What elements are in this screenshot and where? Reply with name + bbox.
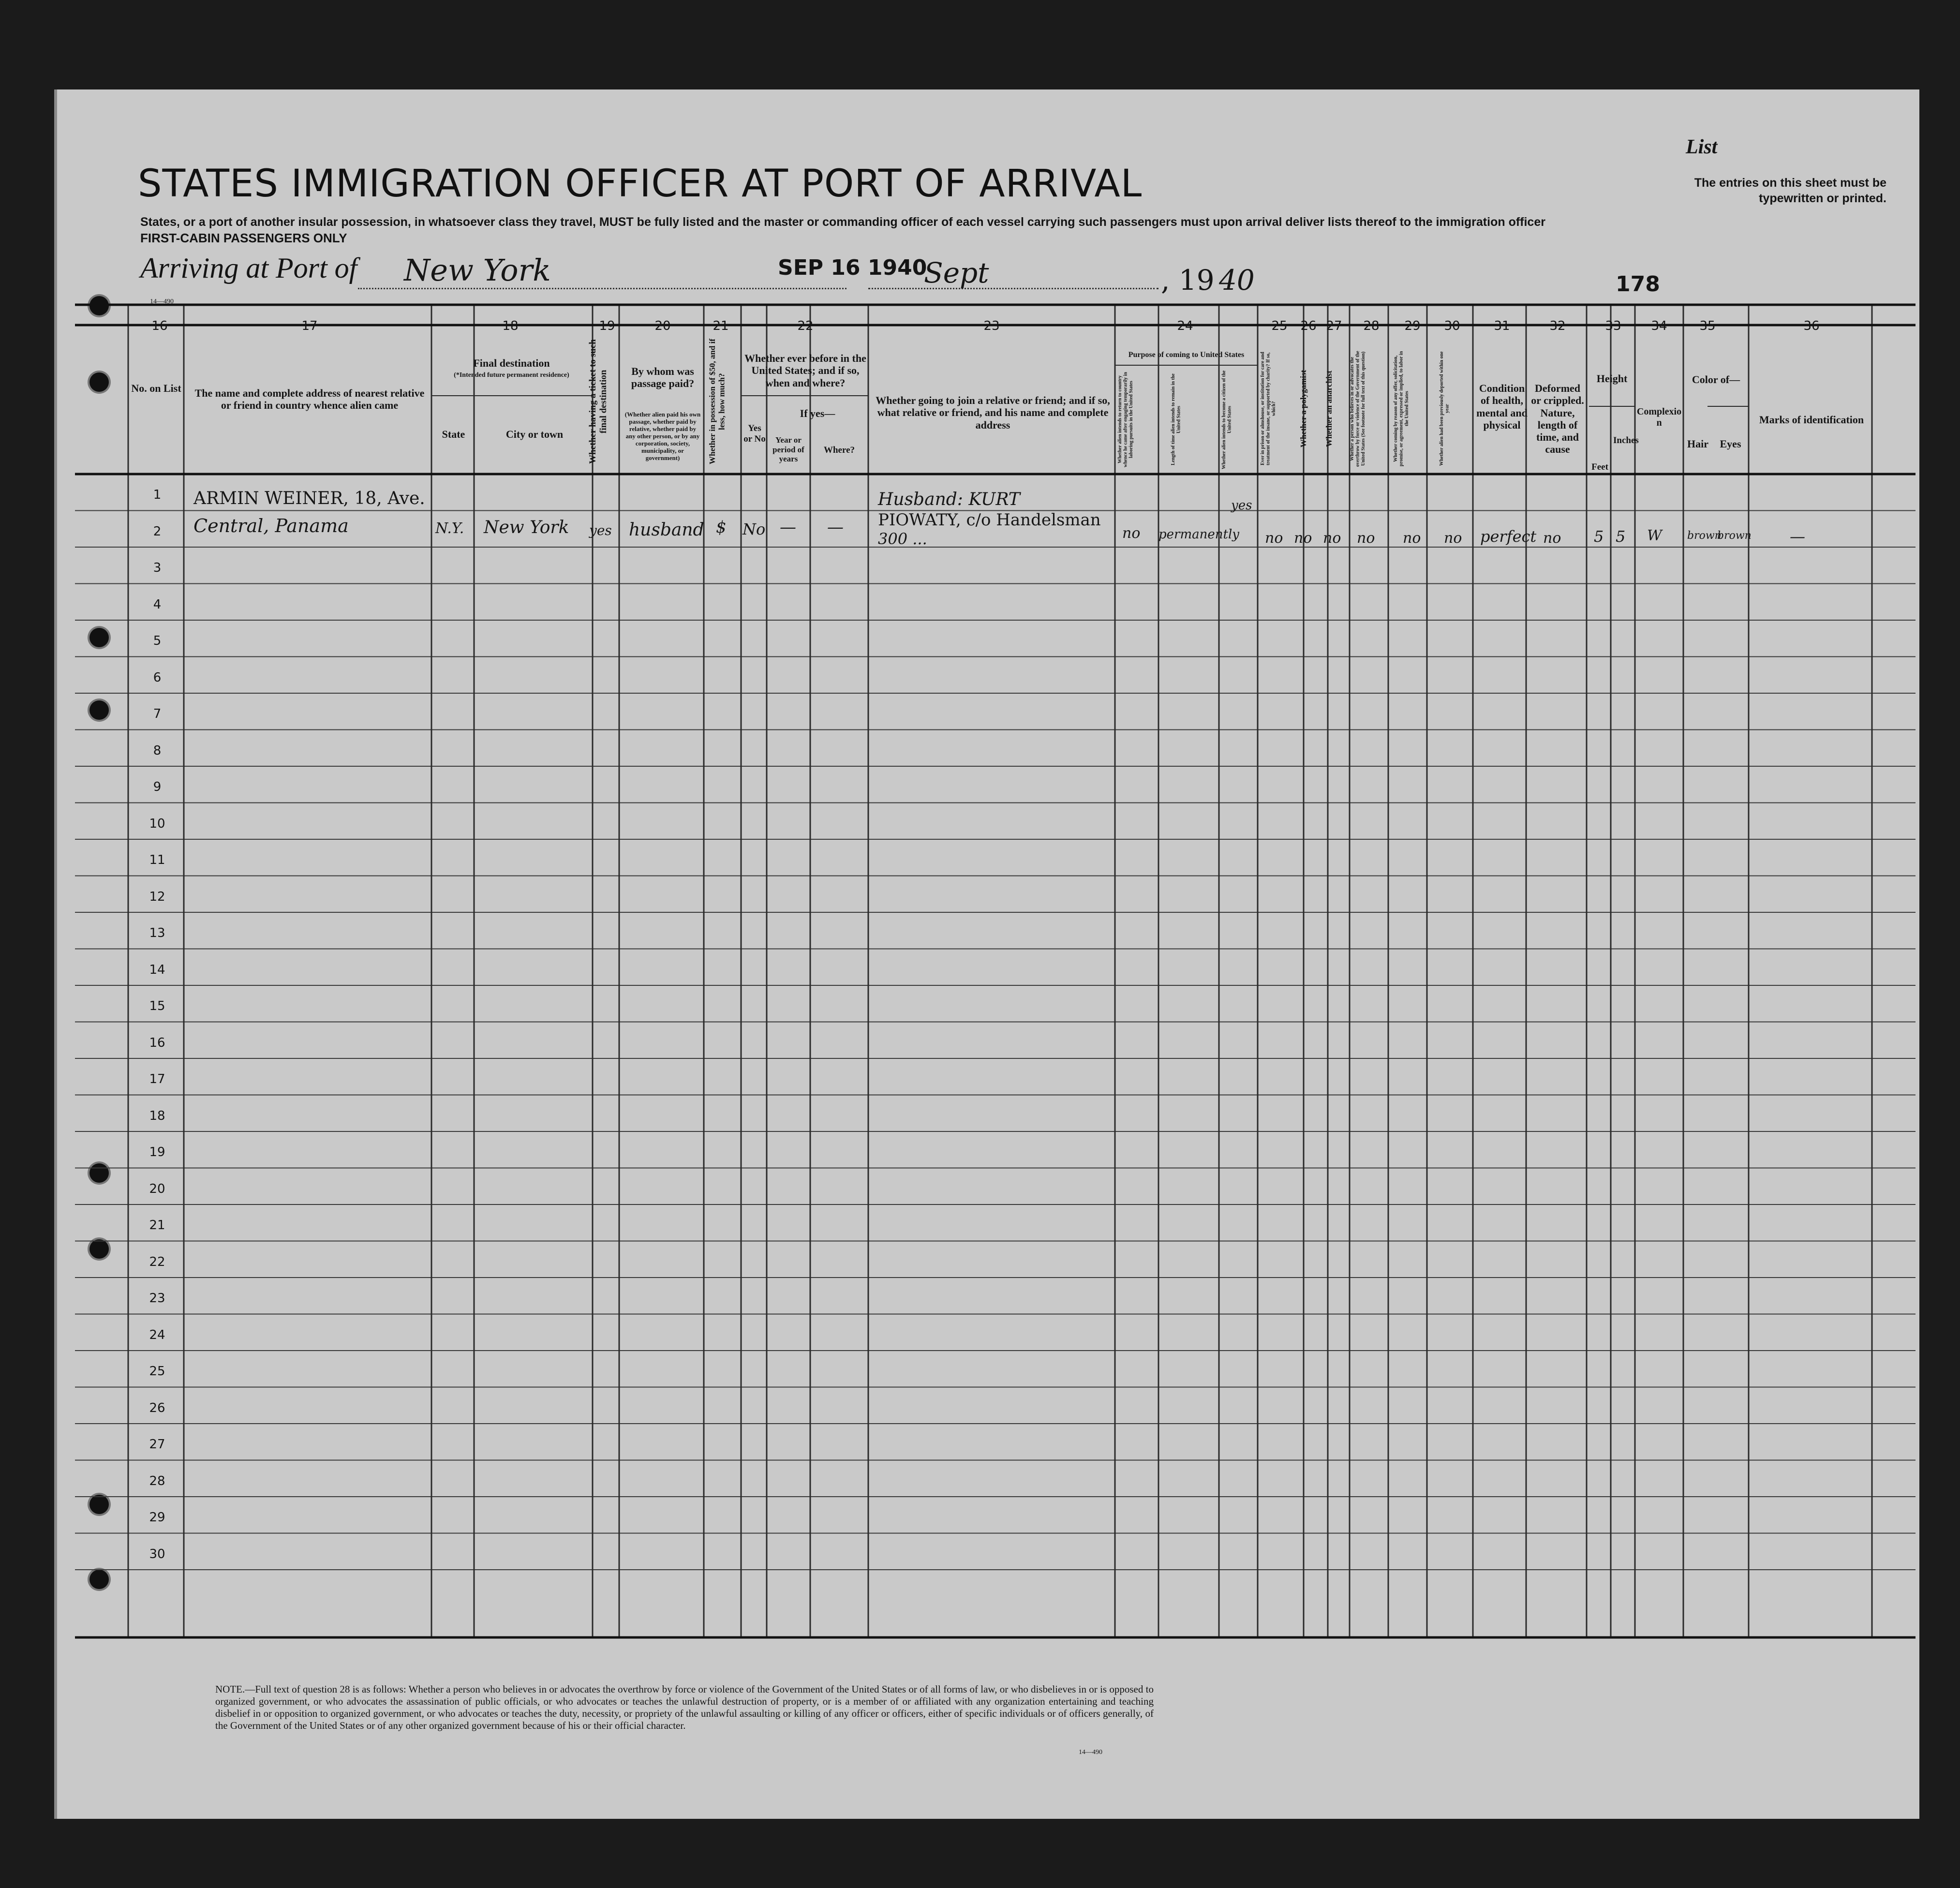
entry-marks: — (1790, 527, 1805, 546)
col-num-25: 25 (1271, 319, 1288, 333)
col-num-36: 36 (1803, 319, 1820, 333)
entry-ticket: yes (589, 522, 612, 538)
sheet-number: 178 (1616, 272, 1660, 297)
col-num-18: 18 (502, 319, 519, 333)
col-num-33: 33 (1605, 319, 1621, 333)
form-code-bottom: 14—490 (1079, 1749, 1102, 1756)
entry-where: — (827, 518, 844, 537)
entry-money: $ (716, 518, 727, 537)
row-number: 22 (149, 1254, 165, 1269)
arriving-label: Arriving at Port of (140, 252, 357, 284)
header-c17: The name and complete address of nearest relative or friend in country whence alien came (194, 387, 425, 412)
row-number: 25 (149, 1364, 165, 1379)
form-code: 14—490 (150, 298, 174, 305)
header-c18-city: City or town (505, 428, 564, 440)
header-c22-where: Where? (823, 445, 855, 455)
entry-c28: no (1357, 530, 1375, 547)
entry-return-intent: no (1122, 525, 1141, 542)
list-label: List (1686, 136, 1718, 158)
row-number: 11 (149, 853, 165, 867)
header-c36: Marks of identification (1759, 414, 1864, 426)
row-number: 29 (149, 1510, 165, 1525)
row-number: 15 (149, 999, 165, 1013)
entry-eyes: brown (1717, 530, 1752, 542)
header-c22-ifyes: If yes— (800, 407, 835, 419)
row-number: 28 (149, 1473, 165, 1488)
header-c24-a: Whether alien intends to return to country whence he came after engaging temporarily in laboring pursuits in the United States (1117, 372, 1134, 467)
row-number: 30 (149, 1546, 165, 1561)
row-number: 20 (149, 1181, 165, 1196)
header-c21: Whether in possession of $50, and if less, how much? (708, 339, 727, 464)
row-number: 26 (149, 1400, 165, 1415)
header-c26: Whether a polygamist (1299, 370, 1308, 448)
row-number: 5 (153, 634, 162, 648)
row-number: 4 (153, 597, 162, 612)
row-number: 17 (149, 1072, 165, 1086)
entry-c26: no (1294, 530, 1312, 547)
row-number: 16 (149, 1035, 165, 1050)
header-c33-title: Height (1596, 372, 1628, 385)
year-prefix: , 19 (1161, 264, 1215, 297)
col-num-23: 23 (983, 319, 1000, 333)
col-num-17: 17 (301, 319, 318, 333)
header-c24-title: Purpose of coming to United States (1128, 351, 1245, 359)
header-c33-feet: Feet (1591, 462, 1608, 472)
col-num-29: 29 (1404, 319, 1421, 333)
entry-inches: 5 (1616, 527, 1626, 546)
entry-relative-line1: ARMIN WEINER, 18, Ave. (193, 489, 425, 508)
header-c18-state: State (442, 428, 465, 440)
list-note: The entries on this sheet must be typewritten or printed. (1694, 176, 1886, 205)
subtitle-line1: States, or a port of another insular possession, in whatsoever class they travel, MUST be fully listed and the master or commanding officer of each vessel carrying such passengers must upon arrival deliver lists thereof to the immigration officer (140, 215, 1545, 229)
header-c25: Ever in prison or almshouse, or institution for care and treatment of the insane, or supported by charity? If so, which? (1260, 352, 1277, 466)
header-c22-year: Year or period of years (772, 435, 804, 464)
header-c24-b: Length of time alien intends to remain in the United States (1171, 373, 1182, 466)
row-number: 18 (149, 1108, 165, 1123)
header-c18-title: Final destination (473, 357, 550, 369)
entry-complexion: W (1647, 527, 1662, 544)
col-num-35: 35 (1699, 319, 1716, 333)
page-title: STATES IMMIGRATION OFFICER AT PORT OF ARRIVAL (138, 162, 1143, 206)
header-c18-note: (*Intended future permanent residence) (454, 372, 569, 379)
entry-state: N.Y. (435, 520, 464, 537)
header-c30: Whether alien had been previously deported within one year (1439, 351, 1450, 466)
header-c20-note: (Whether alien paid his own passage, whether paid by relative, whether paid by any other person, or by any corporation, society, municipality, or government) (624, 411, 701, 461)
row-number: 27 (149, 1437, 165, 1452)
entry-hair: brown (1687, 530, 1722, 542)
col-num-16: 16 (151, 319, 168, 333)
header-c24-c: Whether alien intends to become a citizen of the United States (1221, 370, 1232, 469)
entry-city: New York (484, 518, 569, 537)
entry-paid-by: husband (629, 520, 704, 540)
row-number: 19 (149, 1145, 165, 1160)
row-number: 2 (153, 524, 162, 539)
entry-join-line3: 300 ... (878, 530, 927, 548)
col-num-30: 30 (1444, 319, 1460, 333)
header-c27: Whether an anarchist (1324, 370, 1334, 447)
header-c31: Condition of health, mental and physical (1476, 382, 1528, 431)
date-stamp: SEP 16 1940 (778, 255, 927, 280)
header-c22-title: Whether ever before in the United States; and if so, when and where? (744, 352, 866, 389)
entry-c30: no (1444, 530, 1462, 547)
header-c19: Whether having a ticket to such final destination (588, 339, 609, 464)
header-c33-inches: Inches (1613, 435, 1639, 446)
col-num-21: 21 (713, 319, 729, 333)
entry-length-of-stay: permanently (1158, 527, 1239, 542)
entry-year: — (780, 518, 796, 537)
row-number: 21 (149, 1218, 165, 1233)
row-number: 10 (149, 816, 165, 831)
row-number: 7 (153, 707, 162, 721)
header-c32: Deformed or crippled. Nature, length of time, and cause (1531, 382, 1584, 456)
subtitle-line2: FIRST-CABIN PASSENGERS ONLY (140, 231, 347, 245)
header-c35-hair: Hair (1687, 438, 1708, 450)
row-number: 3 (153, 561, 162, 575)
col-num-19: 19 (599, 319, 615, 333)
row-number: 8 (153, 743, 162, 758)
entry-c29: no (1403, 530, 1421, 547)
entry-health: perfect (1480, 527, 1537, 546)
entry-citizen: yes (1231, 498, 1252, 513)
entry-join-line1: Husband: KURT (878, 490, 1020, 509)
header-c20-title: By whom was passage paid? (631, 365, 695, 390)
col-num-32: 32 (1549, 319, 1566, 333)
row-number: 9 (153, 780, 162, 794)
row-number: 1 (153, 488, 162, 502)
row-number: 24 (149, 1327, 165, 1342)
row-number: 23 (149, 1291, 165, 1306)
entry-c27: no (1323, 530, 1341, 547)
month-value: Sept (924, 256, 989, 289)
row-number: 6 (153, 670, 162, 685)
header-c35-eyes: Eyes (1720, 438, 1741, 450)
col-num-28: 28 (1363, 319, 1380, 333)
col-num-20: 20 (654, 319, 671, 333)
header-c28: Whether a person who believes in or advocates the overthrow by force or violence of the Government of the United States (See footnote for full text of this question) (1350, 351, 1366, 467)
header-c16: No. on List (131, 382, 181, 394)
row-number: 13 (149, 926, 165, 940)
entry-join-line2: PIOWATY, c/o Handelsman (878, 510, 1101, 530)
entry-feet: 5 (1594, 527, 1604, 546)
header-c35-title: Color of— (1692, 373, 1740, 386)
year-suffix: 40 (1219, 264, 1255, 297)
col-num-31: 31 (1494, 319, 1510, 333)
header-c22-yesno: Yes or No (743, 423, 766, 444)
header-c29: Whether coming by reason of any offer, solicitation, promise, or agreement, expressed or implied, to labor in the United States (1393, 351, 1410, 467)
entry-c25: no (1265, 530, 1283, 547)
port-value: New York (404, 253, 551, 288)
row-number: 14 (149, 962, 165, 977)
col-num-26: 26 (1300, 319, 1317, 333)
header-c34: Complexion (1636, 406, 1682, 428)
col-num-34: 34 (1651, 319, 1667, 333)
col-num-22: 22 (797, 319, 814, 333)
row-number: 12 (149, 889, 165, 904)
entry-relative-line2: Central, Panama (193, 515, 349, 536)
col-num-27: 27 (1326, 319, 1342, 333)
footnote: NOTE.—Full text of question 28 is as follows: Whether a person who believes in or advocates the overthrow by force or violence of the Government of the United States or of all forms of law, or who disbelieves in or is opposed to organized government, or who advocates the assassination of public officials, or who advocates or teaches the unlawful destruction of property, or is a member of or affiliated with any organization entertaining and teaching disbelief in or opposition to organized government, or who advocates or teaches the duty, necessity, or propriety of the unlawful assaulting or killing of any officer or officers, either of specific individuals or of officers generally, of the Government of the United States or of any other organized government because of his or their official character. (215, 1683, 1154, 1731)
header-c23: Whether going to join a relative or friend; and if so, what relative or friend, and his name and complete address (876, 394, 1110, 431)
entry-deformed: no (1543, 530, 1561, 547)
entry-before: No (742, 520, 766, 538)
col-num-24: 24 (1177, 319, 1193, 333)
